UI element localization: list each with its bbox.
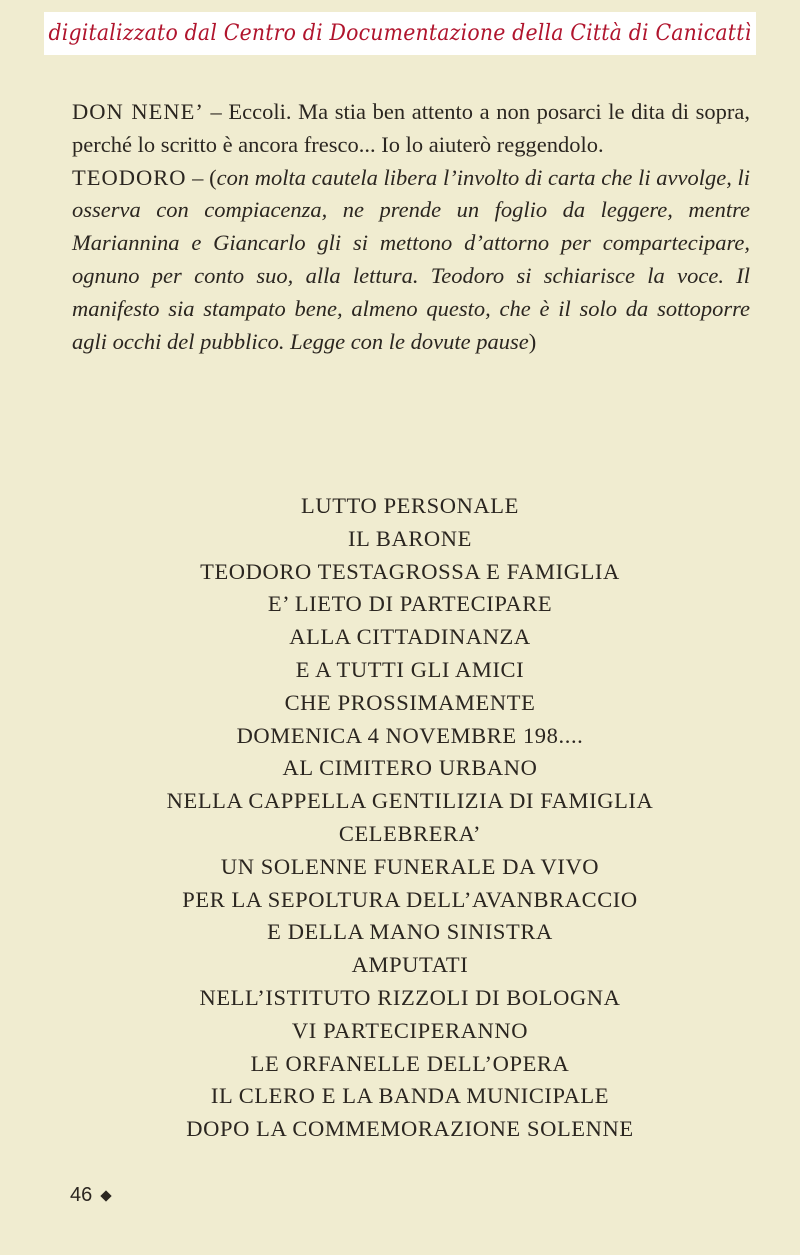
announcement-line: E’ LIETO DI PARTECIPARE — [267, 591, 553, 617]
announcement-line: DOMENICA 4 NOVEMBRE 198.... — [236, 722, 584, 748]
announcement-line: AMPUTATI — [351, 952, 469, 978]
announcement-line: TEODORO TESTAGROSSA E FAMIGLIA — [200, 558, 620, 584]
speaker-dash: – — [203, 99, 229, 124]
speaker-name: DON NENE’ — [72, 99, 204, 124]
announcement-line: NELL’ISTITUTO RIZZOLI DI BOLOGNA — [199, 984, 621, 1010]
open-parenthesis: ( — [209, 164, 217, 190]
announcement-line: LUTTO PERSONALE — [301, 493, 519, 518]
announcement-line: DOPO LA COMMEMORAZIONE SOLENNE — [186, 1116, 634, 1142]
stage-direction: con molta cautela libera l’involto di carta che li avvolge, li osserva con compiacenza, ne prende un foglio da leggere, mentre Mariannina e Giancarlo gli si mettono d’attorno per compartecipare, ognuno per conto suo, alla lettura. Teodoro si schiarisce la voce. Il manifesto sia stampato bene, almeno questo, che è il solo da sottoporre agli occhi del pubblico. Legge con le dovute pause — [72, 164, 750, 354]
announcement-line: E DELLA MANO SINISTRA — [267, 919, 553, 945]
announcement-line: NELLA CAPPELLA GENTILIZIA DI FAMIGLIA — [166, 788, 654, 814]
announcement-line: AL CIMITERO URBANO — [282, 755, 538, 781]
banner-text: digitalizzato dal Centro di Documentazione della Città di Canicattì — [48, 21, 752, 46]
announcement-line: LE ORFANELLE DELL’OPERA — [250, 1050, 570, 1076]
announcement-line: ALLA CITTADINANZA — [289, 624, 531, 650]
page-number: 46 — [70, 1184, 93, 1206]
dialogue-block — [72, 96, 750, 358]
digitization-banner — [44, 12, 756, 55]
speaker-dash: – — [186, 164, 210, 190]
announcement-line: PER LA SEPOLTURA DELL’AVANBRACCIO — [182, 886, 638, 912]
speaker-name: TEODORO — [72, 164, 187, 190]
announcement-line: CHE PROSSIMAMENTE — [284, 689, 536, 715]
announcement-line: IL BARONE — [348, 525, 472, 551]
dialogue-line-teodoro — [72, 162, 750, 359]
funeral-announcement — [60, 490, 760, 1146]
announcement-line: VI PARTECIPERANNO — [291, 1017, 529, 1043]
diamond-icon — [101, 1190, 112, 1201]
dialogue-speech: Eccoli. Ma stia ben attento a non posarci le dita di sopra, perché lo scritto è ancora fresco... Io lo aiuterò reggendolo. — [72, 99, 751, 157]
dialogue-line-don-nene — [72, 96, 750, 162]
close-parenthesis: ) — [528, 328, 537, 354]
page-footer — [70, 1184, 110, 1207]
announcement-line: E A TUTTI GLI AMICI — [295, 656, 525, 682]
announcement-line: UN SOLENNE FUNERALE DA VIVO — [220, 853, 600, 879]
announcement-line: CELEBRERA’ — [338, 820, 482, 846]
announcement-line: IL CLERO E LA BANDA MUNICIPALE — [210, 1083, 610, 1109]
